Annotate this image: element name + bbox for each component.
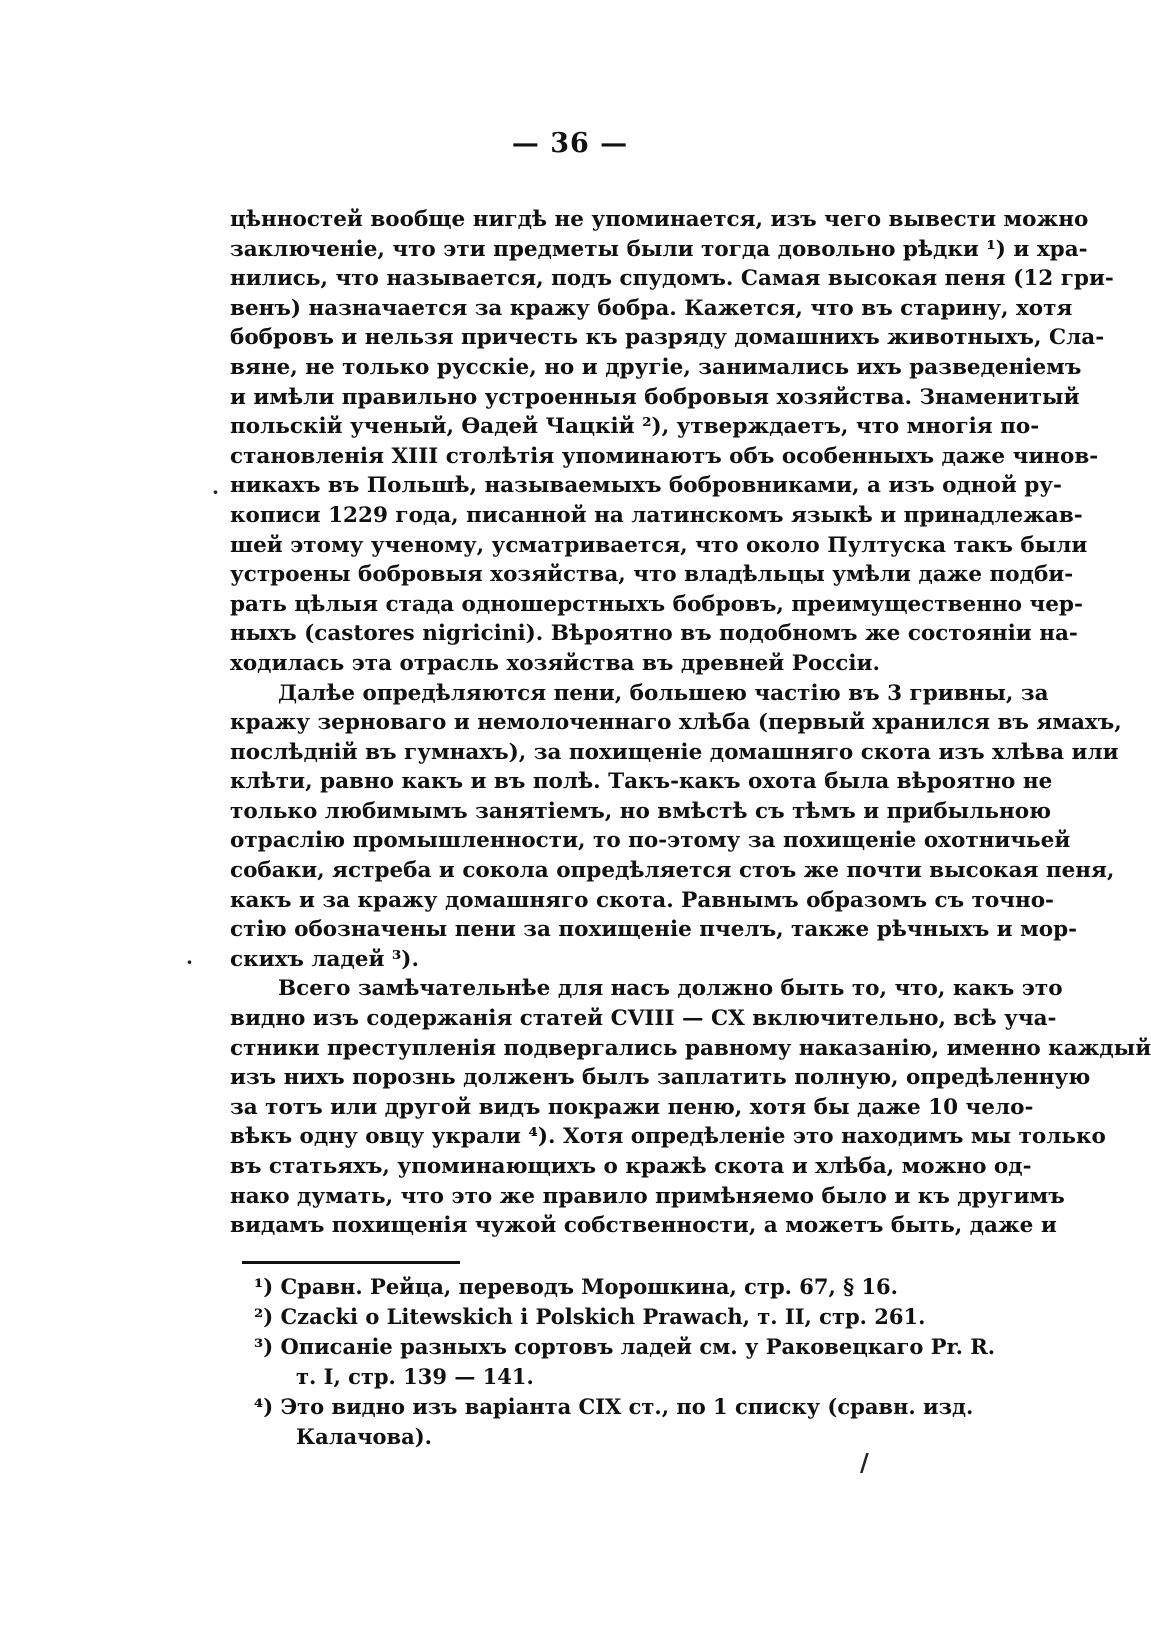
text-line: видамъ похищенія чужой собственности, а можетъ быть, даже и xyxy=(230,1213,1057,1239)
text-line: никахъ въ Польшѣ, называемыхъ бобровниками, а изъ одной ру- xyxy=(230,473,1062,499)
text-line: въ статьяхъ, упоминающихъ о кражѣ скота и хлѣба, можно од- xyxy=(230,1154,1032,1179)
text-line: нако думать, что это же правило примѣняемо было и къ другимъ xyxy=(230,1183,1065,1209)
text-line: становленія XIII столѣтія упоминаютъ объ особенныхъ даже чинов- xyxy=(230,443,1099,469)
text-line: рать цѣлыя стада одношерстныхъ бобровъ, преимущественно чер- xyxy=(230,591,1083,617)
text-line: венъ) назначается за кражу бобра. Кажется, что въ старину, хотя xyxy=(230,295,1073,321)
footnote-3: ³) Описаніе разныхъ сортовъ ладей см. у Раковецкаго Pr. R. xyxy=(254,1334,996,1359)
paragraph-start-line: Далѣе опредѣляются пени, большею частію въ 3 гривны, за xyxy=(278,680,1049,706)
text-line: за тотъ или другой видъ покражи пеню, хотя бы даже 10 чело- xyxy=(230,1094,1034,1120)
text-line: и имѣли правильно устроенныя бобровыя хозяйства. Знаменитый xyxy=(230,384,1080,410)
text-line: кописи 1229 года, писанной на латинскомъ языкѣ и принадлежав- xyxy=(230,502,1083,528)
text-line: скихъ ладей ³). xyxy=(230,946,419,972)
text-line: изъ нихъ порознь долженъ былъ заплатить полную, опредѣленную xyxy=(230,1065,1091,1091)
scan-speck: · xyxy=(212,480,219,504)
footnote-4-continued: Калачова). xyxy=(296,1424,432,1449)
text-line: польскій ученый, Ѳадей Чацкій ²), утверждаетъ, что многія по- xyxy=(230,414,1040,440)
text-line: отраслію промышленности, то по-этому за похищеніе охотничьей xyxy=(230,828,1071,854)
text-line: ныхъ (castores nigricini). Вѣроятно въ подобномъ же состояніи на- xyxy=(230,621,1078,647)
footnote-4: ⁴) Это видно изъ варіанта CIX ст., по 1 списку (сравн. изд. xyxy=(254,1394,974,1419)
text-line: шей этому ученому, усматривается, что около Пултуска такъ были xyxy=(230,532,1088,558)
footnote-1: ¹) Сравн. Рейца, переводъ Морошкина, стр. 67, § 16. xyxy=(254,1274,898,1299)
text-line: цѣнностей вообще нигдѣ не упоминается, изъ чего вывести можно xyxy=(230,207,1089,232)
text-line: нились, что называется, подъ спудомъ. Самая высокая пеня (12 гри- xyxy=(230,266,1114,292)
text-line: ходилась эта отрасль хозяйства въ древней Россіи. xyxy=(230,650,880,676)
footnote-divider xyxy=(242,1261,460,1264)
text-line: стію обозначены пени за похищеніе пчелъ, также рѣчныхъ и мор- xyxy=(230,917,1078,943)
text-line: кражу зерноваго и немолоченнаго хлѣба (первый хранился въ ямахъ, xyxy=(230,710,1122,736)
footnote-2: ²) Czacki o Litewskich i Polskich Prawach, т. II, стр. 261. xyxy=(254,1304,926,1329)
text-line: бобровъ и нельзя причесть къ разряду домашнихъ животныхъ, Сла- xyxy=(230,325,1105,351)
text-line: заключеніе, что эти предметы были тогда довольно рѣдки ¹) и хра- xyxy=(230,236,1088,262)
footnotes xyxy=(254,1272,998,1452)
text-line: вѣкъ одну овцу украли ⁴). Хотя опредѣленіе это находимъ мы только xyxy=(230,1124,1106,1150)
footnote-3-continued: т. I, стр. 139 — 141. xyxy=(296,1364,534,1389)
text-line: устроены бобровыя хозяйства, что владѣльцы умѣли даже подби- xyxy=(230,562,1074,588)
text-line: стники преступленія подвергались равному наказанію, именно каждый xyxy=(230,1035,1151,1061)
main-text xyxy=(230,205,1151,1241)
text-line: вяне, не только русскіе, но и другіе, занимались ихъ разведеніемъ xyxy=(230,354,1082,380)
page-number: — 36 — xyxy=(511,128,629,159)
text-line: собаки, ястреба и сокола опредѣляется стоъ же почти высокая пеня, xyxy=(230,858,1115,884)
text-line: послѣдній въ гумнахъ), за похищеніе домашняго скота изъ хлѣва или xyxy=(230,739,1119,765)
scan-mark: / xyxy=(860,1448,869,1477)
text-line: клѣти, равно какъ и въ полѣ. Такъ-какъ охота была вѣроятно не xyxy=(230,769,1053,795)
scan-speck: · xyxy=(186,950,193,974)
text-line: только любимымъ занятіемъ, но вмѣстѣ съ тѣмъ и прибыльною xyxy=(230,798,1052,824)
paragraph-start-line: Всего замѣчательнѣе для насъ должно быть то, что, какъ это xyxy=(278,976,1063,1002)
text-line: видно изъ содержанія статей CVIII — CX включительно, всѣ уча- xyxy=(230,1006,1057,1032)
text-line: какъ и за кражу домашняго скота. Равнымъ образомъ съ точно- xyxy=(230,887,1054,913)
